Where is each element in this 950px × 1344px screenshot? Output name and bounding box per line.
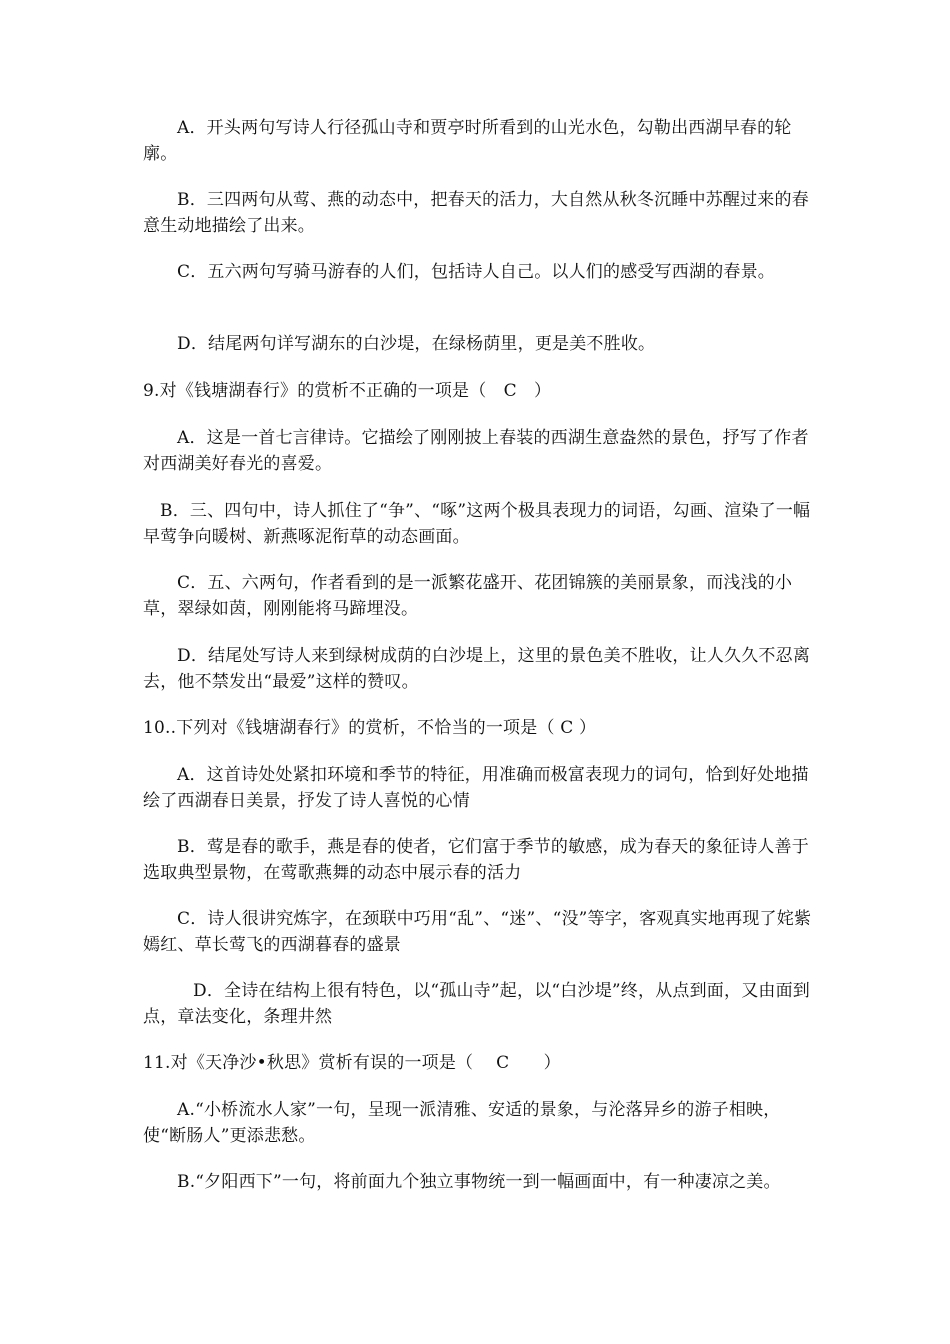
option-11a: A.“小桥流水人家”一句，呈现一派清雅、安适的景象，与沦落异乡的游子相映，使“断肠人”更添悲愁。 <box>143 1100 781 1146</box>
question-11: 11.对《天净沙•秋思》赏析有误的一项是（ C ） <box>143 1053 561 1073</box>
question-9: 9.对《钱塘湖春行》的赏析不正确的一项是（ C ） <box>143 381 552 401</box>
option-9c: C．五、六两句，作者看到的是一派繁花盛开、花团锦簇的美丽景象，而浅浅的小草，翠绿如茵，刚刚能将马蹄埋没。 <box>143 573 793 619</box>
option-9d: D．结尾处写诗人来到绿树成荫的白沙堤上，这里的景色美不胜收，让人久久不忍离去，他不禁发出“最爱”这样的赞叹。 <box>143 646 811 692</box>
option-10a: A．这首诗处处紧扣环境和季节的特征，用准确而极富表现力的词句，恰到好处地描绘了西湖春日美景，抒发了诗人喜悦的心情 <box>143 765 809 811</box>
option-10b: B．莺是春的歌手，燕是春的使者，它们富于季节的敏感，成为春天的象征诗人善于选取典型景物，在莺歌燕舞的动态中展示春的活力 <box>143 837 809 883</box>
option-8a: A．开头两句写诗人行径孤山寺和贾亭时所看到的山光水色，勾勒出西湖早春的轮廓。 <box>143 118 792 164</box>
option-9b: B．三、四句中，诗人抓住了“争”、“啄”这两个极具表现力的词语，勾画、渲染了一幅早莺争向暖树、新燕啄泥衔草的动态画面。 <box>143 501 811 547</box>
option-10c: C．诗人很讲究炼字，在颈联中巧用“乱”、“迷”、“没”等字，客观真实地再现了姹紫嫣红、草长莺飞的西湖暮春的盛景 <box>143 909 812 955</box>
option-8b: B．三四两句从莺、燕的动态中，把春天的活力，大自然从秋冬沉睡中苏醒过来的春意生动地描绘了出来。 <box>143 190 809 236</box>
option-10d: D．全诗在结构上很有特色，以“孤山寺”起，以“白沙堤”终，从点到面，又由面到点，章法变化，条理井然 <box>143 981 810 1027</box>
option-9a: A．这是一首七言律诗。它描绘了刚刚披上春装的西湖生意盎然的景色，抒写了作者对西湖美好春光的喜爱。 <box>143 428 809 474</box>
option-8c: C．五六两句写骑马游春的人们，包括诗人自己。以人们的感受写西湖的春景。 <box>177 262 776 282</box>
option-11b: B.“夕阳西下”一句，将前面九个独立事物统一到一幅画面中，有一种凄凉之美。 <box>177 1172 781 1192</box>
question-10: 10..下列对《钱塘湖春行》的赏析，不恰当的一项是（ C ） <box>143 718 597 738</box>
option-8d: D．结尾两句详写湖东的白沙堤，在绿杨荫里，更是美不胜收。 <box>177 334 656 354</box>
